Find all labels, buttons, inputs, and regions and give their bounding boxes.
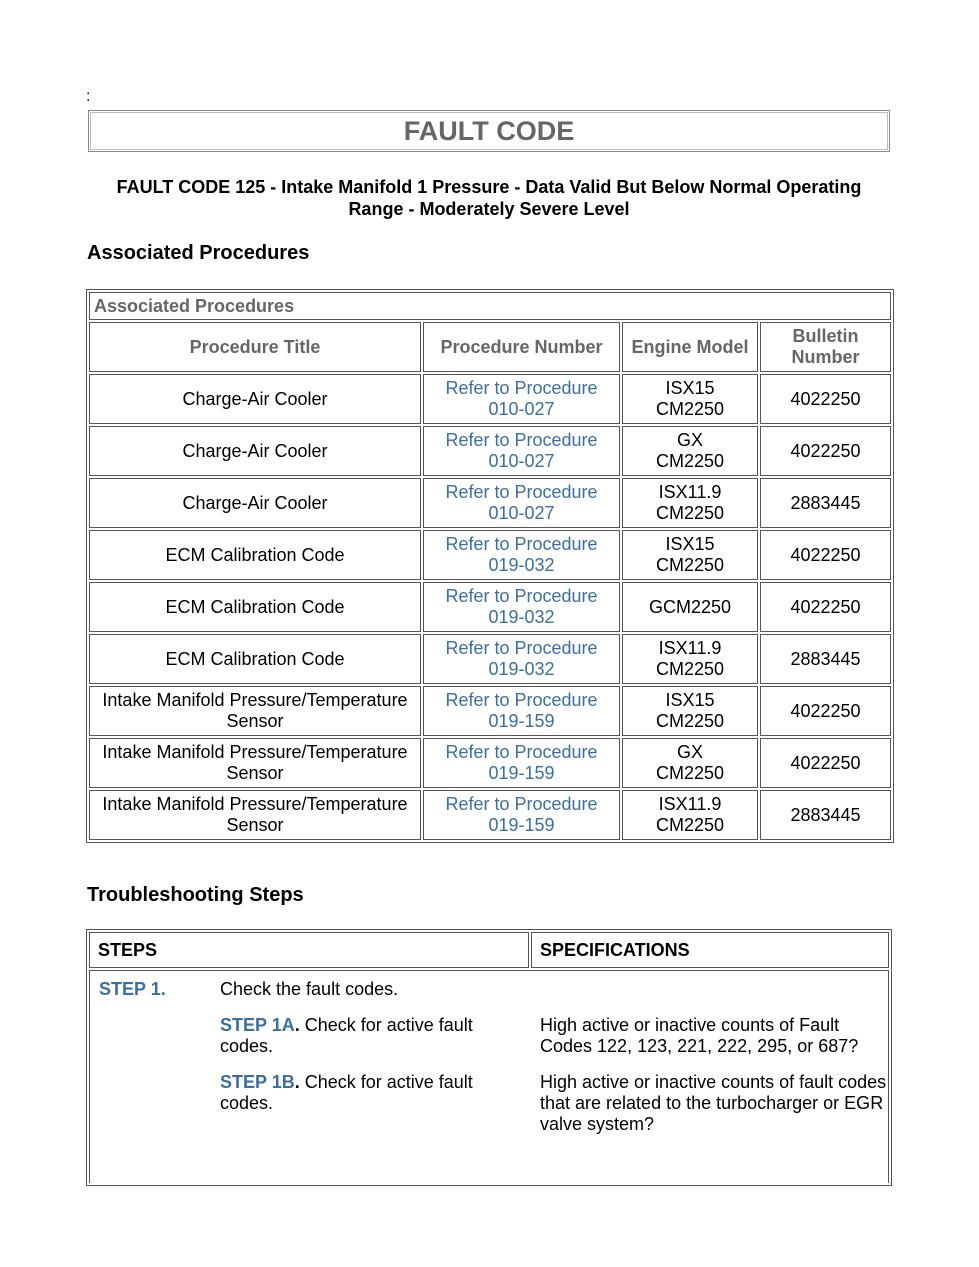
procedure-number-cell — [423, 478, 620, 528]
table-row — [89, 374, 891, 424]
procedure-number-cell — [423, 582, 620, 632]
page-colon: : — [86, 88, 91, 105]
procedure-title-cell — [89, 530, 421, 580]
engine-model-cell — [622, 738, 758, 788]
table-row — [89, 634, 891, 684]
table-row — [89, 738, 891, 788]
procedure-link[interactable]: Refer to Procedure — [445, 742, 598, 762]
procedure-link[interactable]: Refer to Procedure — [445, 482, 598, 502]
engine-model-cell — [622, 634, 758, 684]
engine-model-cell — [622, 426, 758, 476]
step-1b — [220, 1072, 510, 1114]
table-row — [89, 530, 891, 580]
procedure-number-link[interactable]: 019-159 — [488, 815, 555, 835]
procedure-link[interactable]: Refer to Procedure — [445, 378, 598, 398]
table-header-row — [89, 322, 891, 372]
procedure-title-cell — [89, 426, 421, 476]
engine-model: ISX11.9 CM2250 — [655, 638, 725, 679]
procedure-link[interactable]: Refer to Procedure — [445, 534, 598, 554]
steps-header-row — [89, 932, 889, 968]
procedure-link[interactable]: Refer to Procedure — [445, 586, 598, 606]
procedure-number-link[interactable]: 019-159 — [488, 711, 555, 731]
procedure-title-cell — [89, 790, 421, 840]
procedure-number-link[interactable]: 019-159 — [488, 763, 555, 783]
specifications-column-header: SPECIFICATIONS — [531, 932, 889, 968]
procedure-number-cell — [423, 530, 620, 580]
procedure-title: Charge-Air Cooler — [182, 440, 328, 461]
engine-model: GX CM2250 — [655, 742, 725, 783]
engine-model-cell — [622, 374, 758, 424]
procedure-title: Charge-Air Cooler — [182, 492, 328, 513]
bulletin-number-cell — [760, 582, 891, 632]
bulletin-number: 4022250 — [790, 596, 861, 617]
procedure-number-link[interactable]: 019-032 — [488, 607, 555, 627]
bulletin-number-cell — [760, 374, 891, 424]
bulletin-number-cell — [760, 634, 891, 684]
bulletin-number: 2883445 — [790, 648, 861, 669]
bulletin-number: 4022250 — [790, 440, 861, 461]
bulletin-number-cell — [760, 790, 891, 840]
troubleshooting-table — [86, 929, 892, 1186]
bulletin-number: 2883445 — [790, 492, 861, 513]
associated-procedures-table — [86, 289, 894, 843]
procedure-number-link[interactable]: 010-027 — [488, 451, 555, 471]
procedure-number-cell — [423, 634, 620, 684]
step-1b-text: Check for active fault codes. — [220, 1072, 473, 1113]
steps-body — [89, 970, 889, 1183]
bulletin-number: 2883445 — [790, 804, 861, 825]
step-1-link[interactable]: STEP 1. — [99, 979, 166, 999]
step-1b-link[interactable]: STEP 1B — [220, 1072, 295, 1092]
bulletin-number: 4022250 — [790, 752, 861, 773]
procedure-title: ECM Calibration Code — [165, 596, 345, 617]
bulletin-number: 4022250 — [790, 544, 861, 565]
step-1a-link[interactable]: STEP 1A — [220, 1015, 295, 1035]
bulletin-number: 4022250 — [790, 700, 861, 721]
procedure-title: Intake Manifold Pressure/Temperature Sensor — [102, 742, 408, 783]
procedure-title-cell — [89, 582, 421, 632]
fault-code-title: FAULT CODE 125 - Intake Manifold 1 Pressure - Data Valid But Below Normal Operating Range - Moderately Severe Level — [116, 177, 862, 219]
engine-model-cell — [622, 582, 758, 632]
engine-model: ISX11.9 CM2250 — [655, 794, 725, 835]
procedure-title: Charge-Air Cooler — [182, 388, 328, 409]
bulletin-number-cell — [760, 530, 891, 580]
engine-model: ISX15 CM2250 — [655, 534, 725, 575]
procedure-title-cell — [89, 686, 421, 736]
bulletin-number: 4022250 — [790, 388, 861, 409]
engine-model: GCM2250 — [648, 596, 732, 617]
bulletin-number-cell — [760, 426, 891, 476]
step-1b-specification: High active or inactive counts of fault codes that are related to the turbocharger or EGR valve system? — [540, 1072, 887, 1134]
troubleshooting-steps-heading: Troubleshooting Steps — [87, 884, 304, 906]
procedure-number-link[interactable]: 019-032 — [488, 555, 555, 575]
procedure-number-link[interactable]: 019-032 — [488, 659, 555, 679]
procedure-title: ECM Calibration Code — [165, 648, 345, 669]
procedure-title: ECM Calibration Code — [165, 544, 345, 565]
column-header: Procedure Title — [89, 322, 421, 372]
column-header: Engine Model — [622, 322, 758, 372]
table-row — [89, 478, 891, 528]
procedure-title-cell — [89, 738, 421, 788]
engine-model: ISX15 CM2250 — [655, 378, 725, 419]
procedure-title-cell — [89, 634, 421, 684]
procedure-number-cell — [423, 374, 620, 424]
column-header: Bulletin Number — [760, 322, 891, 372]
procedure-title: Intake Manifold Pressure/Temperature Sensor — [102, 794, 408, 835]
table-caption: Associated Procedures — [89, 292, 891, 320]
engine-model-cell — [622, 790, 758, 840]
associated-procedures-heading: Associated Procedures — [87, 242, 310, 264]
procedure-title: Intake Manifold Pressure/Temperature Sensor — [102, 690, 408, 731]
table-row — [89, 426, 891, 476]
table-row — [89, 790, 891, 840]
steps-column-header: STEPS — [89, 932, 529, 968]
procedure-number-link[interactable]: 010-027 — [488, 503, 555, 523]
procedure-number-cell — [423, 426, 620, 476]
step-1b-separator: . — [294, 1072, 300, 1092]
step-1a-text: Check for active fault codes. — [220, 1015, 473, 1056]
procedure-number-link[interactable]: 010-027 — [488, 399, 555, 419]
procedure-link[interactable]: Refer to Procedure — [445, 794, 598, 814]
bulletin-number-cell — [760, 738, 891, 788]
column-header: Procedure Number — [423, 322, 620, 372]
step-1a-specification: High active or inactive counts of Fault Codes 122, 123, 221, 222, 295, or 687? — [540, 1015, 859, 1056]
table-row — [89, 686, 891, 736]
procedure-link[interactable]: Refer to Procedure — [445, 690, 598, 710]
table-row — [89, 582, 891, 632]
step-1a-separator: . — [294, 1015, 300, 1035]
step-1a — [220, 1015, 510, 1057]
procedure-link[interactable]: Refer to Procedure — [445, 430, 598, 450]
procedure-number-cell — [423, 738, 620, 788]
engine-model: GX CM2250 — [655, 430, 725, 471]
engine-model: ISX11.9 CM2250 — [655, 482, 725, 523]
engine-model: ISX15 CM2250 — [655, 690, 725, 731]
engine-model-cell — [622, 686, 758, 736]
fault-code-banner: FAULT CODE — [88, 110, 890, 152]
procedure-link[interactable]: Refer to Procedure — [445, 638, 598, 658]
bulletin-number-cell — [760, 478, 891, 528]
procedure-title-cell — [89, 374, 421, 424]
bulletin-number-cell — [760, 686, 891, 736]
procedure-number-cell — [423, 790, 620, 840]
procedure-title-cell — [89, 478, 421, 528]
procedure-number-cell — [423, 686, 620, 736]
engine-model-cell — [622, 530, 758, 580]
engine-model-cell — [622, 478, 758, 528]
step-1-text: Check the fault codes. — [220, 979, 399, 999]
